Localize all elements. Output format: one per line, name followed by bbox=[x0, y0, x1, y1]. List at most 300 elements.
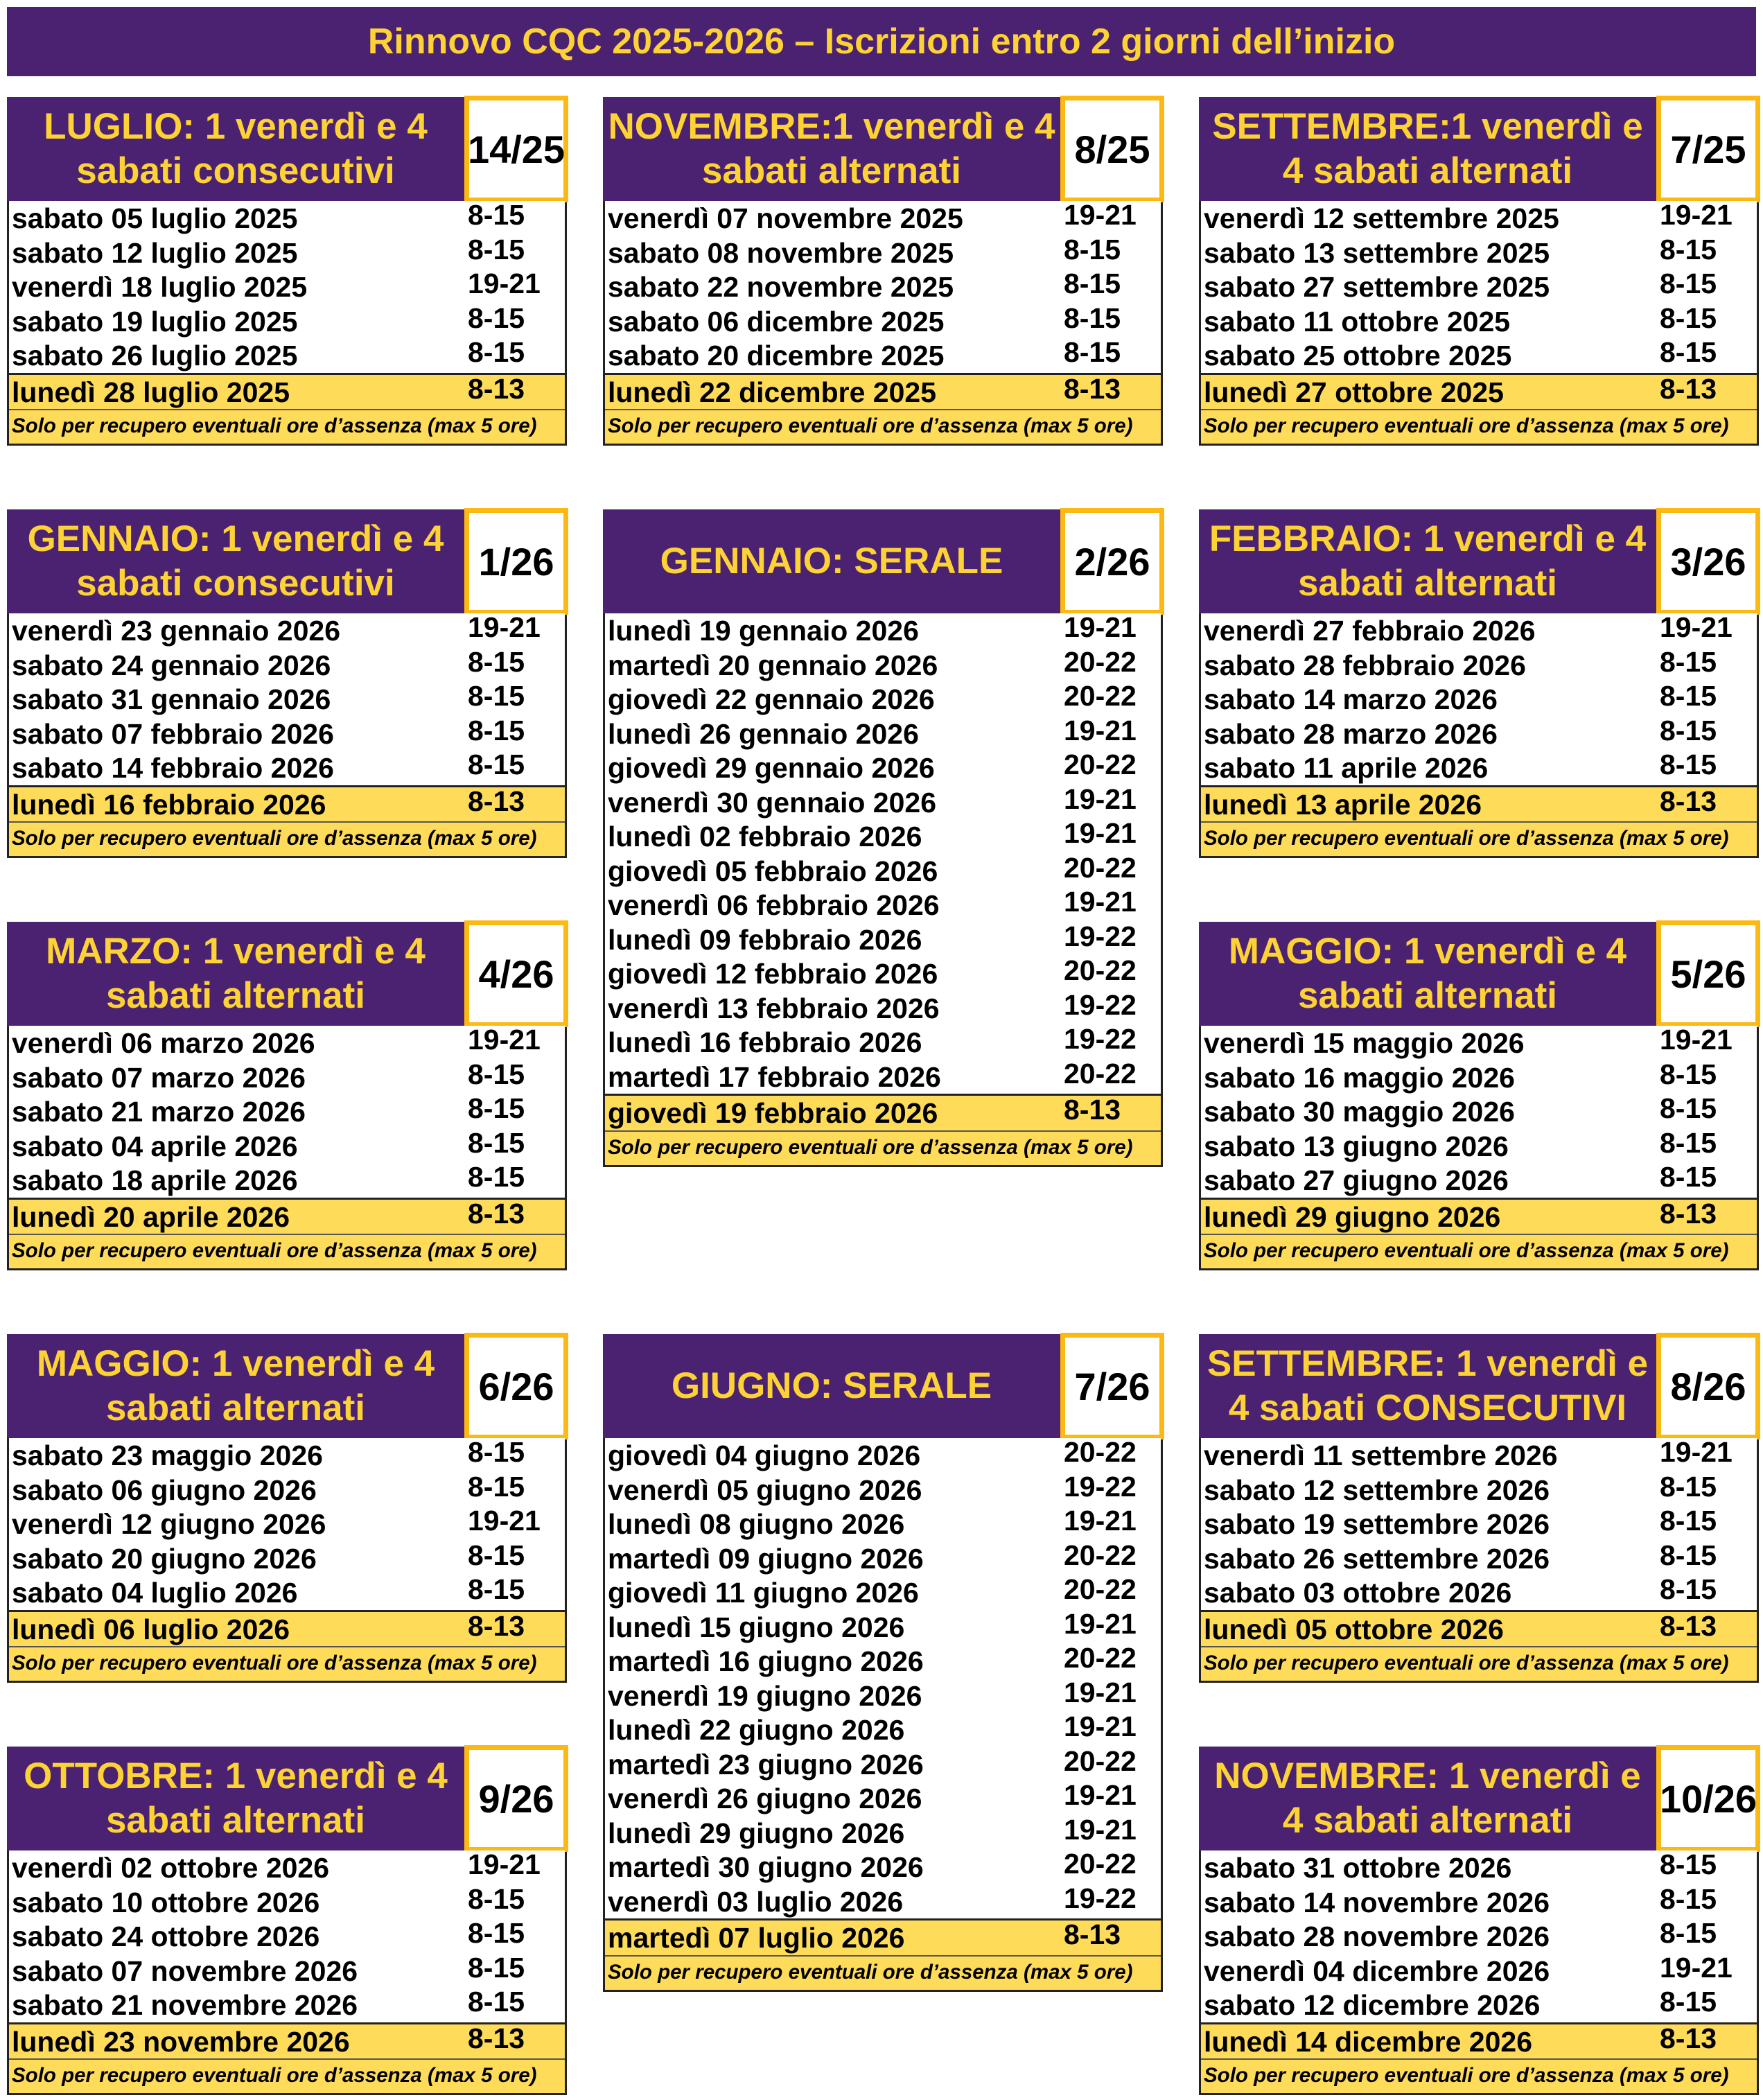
session-row bbox=[605, 233, 1161, 270]
session-time: 8-15 bbox=[468, 1539, 525, 1571]
session-row bbox=[605, 956, 1161, 991]
session-date: lunedì 19 gennaio 2026 bbox=[608, 615, 919, 647]
session-time: 8-15 bbox=[468, 1126, 525, 1159]
session-time: 19-21 bbox=[468, 611, 541, 643]
session-date: sabato 11 ottobre 2025 bbox=[1204, 305, 1511, 338]
final-session-time: 8-13 bbox=[1064, 1094, 1121, 1126]
session-row bbox=[1201, 645, 1757, 683]
session-date: lunedì 22 giugno 2026 bbox=[608, 1714, 905, 1746]
course-header bbox=[1199, 1747, 1759, 1850]
course-card bbox=[7, 922, 567, 1270]
final-session-time: 8-13 bbox=[1064, 1918, 1121, 1950]
session-date: sabato 12 settembre 2026 bbox=[1204, 1473, 1550, 1506]
course-card bbox=[7, 509, 567, 858]
course-title: MAGGIO: 1 venerdì e 4 sabati alternati bbox=[7, 1334, 464, 1438]
session-row bbox=[605, 1438, 1161, 1473]
recovery-note: Solo per recupero eventuali ore d’assenza (max 5 ore) bbox=[1201, 2058, 1757, 2093]
course-card bbox=[603, 509, 1163, 1167]
session-row bbox=[605, 1541, 1161, 1576]
session-time: 20-22 bbox=[1064, 1436, 1137, 1468]
session-row bbox=[9, 682, 565, 717]
recovery-note: Solo per recupero eventuali ore d’assenza (max 5 ore) bbox=[9, 821, 565, 856]
session-date: giovedì 12 febbraio 2026 bbox=[608, 958, 938, 990]
course-title: NOVEMBRE: 1 venerdì e 4 sabati alternati bbox=[1199, 1747, 1656, 1850]
final-session-time: 8-13 bbox=[468, 1609, 525, 1642]
course-code: 3/26 bbox=[1656, 508, 1760, 615]
course-title: MAGGIO: 1 venerdì e 4 sabati alternati bbox=[1199, 922, 1656, 1026]
session-row bbox=[605, 682, 1161, 717]
session-date: giovedì 11 giugno 2026 bbox=[608, 1577, 919, 1609]
session-date: sabato 03 ottobre 2026 bbox=[1204, 1577, 1512, 1609]
course-title: SETTEMBRE:1 venerdì e 4 sabati alternati bbox=[1199, 97, 1656, 201]
final-session-time: 8-13 bbox=[1660, 785, 1717, 817]
session-row bbox=[1201, 1026, 1757, 1060]
session-row bbox=[9, 1507, 565, 1541]
session-time: 19-21 bbox=[1660, 1024, 1733, 1056]
session-time: 19-21 bbox=[1660, 611, 1733, 643]
session-row bbox=[1201, 1438, 1757, 1473]
session-row bbox=[605, 1744, 1161, 1782]
session-time: 8-15 bbox=[1660, 301, 1717, 334]
session-row bbox=[605, 270, 1161, 304]
course-title: GENNAIO: 1 venerdì e 4 sabati consecutivi bbox=[7, 509, 464, 613]
session-row bbox=[9, 1575, 565, 1610]
session-row bbox=[605, 782, 1161, 820]
session-time: 8-15 bbox=[468, 233, 525, 265]
session-date: martedì 09 giugno 2026 bbox=[608, 1542, 924, 1575]
session-row bbox=[605, 819, 1161, 854]
course-header bbox=[1199, 922, 1759, 1026]
session-time: 20-22 bbox=[1064, 851, 1137, 884]
session-row bbox=[1201, 1882, 1757, 1920]
final-session-date: lunedì 16 febbraio 2026 bbox=[12, 788, 326, 821]
course-title: LUGLIO: 1 venerdì e 4 sabati consecutivi bbox=[7, 97, 464, 201]
session-time: 8-15 bbox=[468, 336, 525, 368]
session-time: 8-15 bbox=[1660, 680, 1717, 712]
session-row bbox=[1201, 301, 1757, 339]
course-header bbox=[1199, 1334, 1759, 1438]
session-time: 19-21 bbox=[1064, 611, 1137, 643]
session-date: venerdì 12 settembre 2025 bbox=[1204, 202, 1559, 234]
session-time: 20-22 bbox=[1064, 1642, 1137, 1674]
session-date: venerdì 11 settembre 2026 bbox=[1204, 1440, 1558, 1471]
course-code: 10/26 bbox=[1656, 1745, 1760, 1852]
session-date: sabato 12 luglio 2025 bbox=[12, 236, 298, 269]
session-row bbox=[605, 1644, 1161, 1679]
session-time: 8-15 bbox=[468, 1470, 525, 1503]
session-row bbox=[1201, 1126, 1757, 1164]
session-row bbox=[9, 1094, 565, 1129]
session-row bbox=[9, 1470, 565, 1507]
session-time: 8-15 bbox=[1660, 645, 1717, 678]
session-time: 20-22 bbox=[1064, 1539, 1137, 1571]
session-time: 8-15 bbox=[1660, 1917, 1717, 1949]
session-date: sabato 14 marzo 2026 bbox=[1204, 683, 1498, 715]
session-row bbox=[9, 1163, 565, 1198]
recovery-note: Solo per recupero eventuali ore d’assenza (max 5 ore) bbox=[1201, 821, 1757, 856]
session-row bbox=[1201, 613, 1757, 648]
session-table bbox=[1199, 1438, 1759, 1683]
final-session-date: lunedì 28 luglio 2025 bbox=[12, 376, 290, 408]
session-date: sabato 08 novembre 2025 bbox=[608, 236, 954, 269]
session-time: 19-21 bbox=[1660, 1436, 1733, 1468]
course-header bbox=[603, 509, 1163, 613]
session-row bbox=[1201, 201, 1757, 236]
session-time: 8-15 bbox=[1064, 336, 1121, 368]
session-date: sabato 10 ottobre 2026 bbox=[12, 1886, 320, 1918]
session-time: 8-15 bbox=[1660, 268, 1717, 299]
final-session-date: lunedì 13 aprile 2026 bbox=[1204, 788, 1482, 821]
session-row bbox=[1201, 233, 1757, 270]
session-time: 8-15 bbox=[1064, 301, 1121, 334]
session-date: venerdì 18 luglio 2025 bbox=[12, 271, 308, 303]
session-time: 8-15 bbox=[468, 1161, 525, 1193]
final-session-row bbox=[1201, 1610, 1757, 1647]
session-row bbox=[605, 338, 1161, 373]
recovery-note: Solo per recupero eventuali ore d’assenza (max 5 ore) bbox=[1201, 1234, 1757, 1268]
session-time: 19-21 bbox=[1064, 714, 1137, 746]
session-time: 8-15 bbox=[468, 749, 525, 780]
session-date: sabato 21 marzo 2026 bbox=[12, 1096, 306, 1128]
session-time: 19-21 bbox=[1064, 1813, 1137, 1846]
course-header bbox=[1199, 509, 1759, 613]
session-time: 20-22 bbox=[1064, 1573, 1137, 1605]
session-date: martedì 23 giugno 2026 bbox=[608, 1748, 924, 1780]
final-session-date: martedì 07 luglio 2026 bbox=[608, 1922, 905, 1954]
session-row bbox=[605, 1813, 1161, 1850]
session-time: 8-15 bbox=[468, 714, 525, 746]
session-row bbox=[1201, 682, 1757, 717]
session-row bbox=[1201, 1094, 1757, 1129]
course-header bbox=[7, 97, 567, 201]
session-table bbox=[1199, 1026, 1759, 1270]
session-time: 8-15 bbox=[468, 301, 525, 334]
session-date: venerdì 03 luglio 2026 bbox=[608, 1885, 904, 1918]
session-time: 8-15 bbox=[468, 645, 525, 678]
session-time: 8-15 bbox=[1660, 233, 1717, 265]
session-date: sabato 20 giugno 2026 bbox=[12, 1542, 317, 1575]
session-date: giovedì 05 febbraio 2026 bbox=[608, 855, 938, 887]
final-session-row bbox=[605, 1094, 1161, 1130]
session-row bbox=[605, 1575, 1161, 1610]
session-row bbox=[9, 1988, 565, 2022]
final-session-date: lunedì 23 novembre 2026 bbox=[12, 2025, 350, 2058]
session-table bbox=[603, 1438, 1163, 1992]
final-session-row bbox=[9, 2022, 565, 2059]
session-row bbox=[1201, 270, 1757, 304]
session-row bbox=[9, 301, 565, 339]
session-row bbox=[1201, 1060, 1757, 1095]
session-row bbox=[9, 714, 565, 751]
final-session-date: lunedì 20 aprile 2026 bbox=[12, 1200, 290, 1233]
course-card bbox=[7, 1334, 567, 1683]
session-time: 8-15 bbox=[1660, 714, 1717, 746]
session-date: sabato 21 novembre 2026 bbox=[12, 1989, 358, 2021]
session-row bbox=[9, 1060, 565, 1095]
final-session-time: 8-13 bbox=[468, 372, 525, 405]
session-time: 8-15 bbox=[1660, 1573, 1717, 1605]
session-time: 8-15 bbox=[1660, 1126, 1717, 1159]
session-time: 8-15 bbox=[468, 680, 525, 712]
course-code: 9/26 bbox=[464, 1745, 568, 1852]
session-time: 8-15 bbox=[1660, 1505, 1717, 1537]
session-time: 19-21 bbox=[1064, 1779, 1137, 1811]
course-title: MARZO: 1 venerdì e 4 sabati alternati bbox=[7, 922, 464, 1026]
course-header bbox=[1199, 97, 1759, 201]
session-date: venerdì 07 novembre 2025 bbox=[608, 202, 963, 234]
recovery-note: Solo per recupero eventuali ore d’assenza (max 5 ore) bbox=[9, 1646, 565, 1681]
final-session-row bbox=[605, 373, 1161, 410]
session-date: sabato 24 gennaio 2026 bbox=[12, 649, 331, 681]
session-date: venerdì 15 maggio 2026 bbox=[1204, 1027, 1525, 1059]
session-row bbox=[605, 1676, 1161, 1713]
session-date: venerdì 06 febbraio 2026 bbox=[608, 889, 940, 921]
session-time: 8-15 bbox=[468, 199, 525, 231]
session-date: sabato 05 luglio 2025 bbox=[12, 202, 298, 234]
course-card bbox=[7, 97, 567, 446]
course-title: SETTEMBRE: 1 venerdì e 4 sabati CONSECUTIVI bbox=[1199, 1334, 1656, 1438]
session-time: 20-22 bbox=[1064, 680, 1137, 712]
course-card bbox=[603, 97, 1163, 446]
session-row bbox=[605, 922, 1161, 957]
session-row bbox=[9, 645, 565, 683]
session-row bbox=[605, 201, 1161, 236]
session-time: 8-15 bbox=[1660, 749, 1717, 780]
course-header bbox=[7, 1334, 567, 1438]
course-code: 2/26 bbox=[1060, 508, 1164, 615]
final-session-row bbox=[1201, 1198, 1757, 1234]
session-time: 19-21 bbox=[1660, 1951, 1733, 1984]
session-date: sabato 06 dicembre 2025 bbox=[608, 305, 945, 338]
session-date: sabato 28 febbraio 2026 bbox=[1204, 649, 1526, 681]
session-table bbox=[7, 613, 567, 858]
recovery-note: Solo per recupero eventuali ore d’assenza (max 5 ore) bbox=[605, 1130, 1161, 1165]
session-table bbox=[1199, 1850, 1759, 2095]
session-row bbox=[9, 1541, 565, 1576]
course-card bbox=[1199, 922, 1759, 1270]
session-time: 19-21 bbox=[468, 1505, 541, 1537]
course-title: FEBBRAIO: 1 venerdì e 4 sabati alternati bbox=[1199, 509, 1656, 613]
final-session-row bbox=[1201, 373, 1757, 410]
session-table bbox=[1199, 201, 1759, 446]
course-code: 7/25 bbox=[1656, 96, 1760, 202]
session-row bbox=[1201, 1988, 1757, 2022]
session-table bbox=[7, 201, 567, 446]
session-date: sabato 07 novembre 2026 bbox=[12, 1954, 358, 1987]
session-time: 20-22 bbox=[1064, 1744, 1137, 1777]
page-title-banner bbox=[7, 7, 1756, 76]
final-session-time: 8-13 bbox=[1660, 372, 1717, 405]
session-row bbox=[605, 1710, 1161, 1747]
session-time: 19-21 bbox=[1064, 1607, 1137, 1640]
session-row bbox=[1201, 1575, 1757, 1610]
session-row bbox=[605, 1057, 1161, 1094]
session-time: 19-21 bbox=[1064, 886, 1137, 918]
course-header bbox=[7, 922, 567, 1026]
session-time: 19-22 bbox=[1064, 920, 1137, 952]
final-session-row bbox=[1201, 785, 1757, 822]
course-code: 14/25 bbox=[464, 96, 568, 202]
final-session-row bbox=[9, 1198, 565, 1234]
session-row bbox=[9, 613, 565, 648]
session-time: 19-21 bbox=[1064, 199, 1137, 231]
session-time: 20-22 bbox=[1064, 749, 1137, 780]
session-row bbox=[1201, 1541, 1757, 1576]
final-session-date: lunedì 27 ottobre 2025 bbox=[1204, 376, 1504, 408]
final-session-row bbox=[9, 373, 565, 410]
session-row bbox=[605, 888, 1161, 922]
course-card bbox=[7, 1747, 567, 2095]
session-date: venerdì 19 giugno 2026 bbox=[608, 1679, 922, 1712]
course-code: 8/26 bbox=[1656, 1333, 1760, 1440]
session-row bbox=[9, 338, 565, 373]
session-time: 19-21 bbox=[1064, 1676, 1137, 1708]
final-session-time: 8-13 bbox=[468, 1197, 525, 1230]
session-date: venerdì 05 giugno 2026 bbox=[608, 1473, 922, 1506]
session-date: sabato 28 novembre 2026 bbox=[1204, 1920, 1550, 1952]
course-code: 1/26 bbox=[464, 508, 568, 615]
session-row bbox=[9, 1919, 565, 1954]
session-date: sabato 11 aprile 2026 bbox=[1204, 752, 1489, 784]
session-date: sabato 26 settembre 2026 bbox=[1204, 1542, 1550, 1575]
session-row bbox=[9, 201, 565, 236]
session-date: venerdì 06 marzo 2026 bbox=[12, 1027, 315, 1059]
session-time: 19-21 bbox=[1660, 199, 1733, 231]
session-row bbox=[1201, 714, 1757, 751]
session-date: giovedì 04 giugno 2026 bbox=[608, 1440, 921, 1471]
session-time: 8-15 bbox=[468, 1573, 525, 1605]
session-table bbox=[603, 613, 1163, 1167]
course-header bbox=[603, 1334, 1163, 1438]
final-session-date: lunedì 22 dicembre 2025 bbox=[608, 376, 937, 408]
final-session-time: 8-13 bbox=[1064, 372, 1121, 405]
session-row bbox=[605, 988, 1161, 1026]
session-row bbox=[1201, 1163, 1757, 1198]
session-date: lunedì 15 giugno 2026 bbox=[608, 1611, 905, 1643]
session-date: sabato 14 novembre 2026 bbox=[1204, 1886, 1550, 1918]
session-date: martedì 17 febbraio 2026 bbox=[608, 1060, 941, 1093]
final-session-time: 8-13 bbox=[1660, 1197, 1717, 1230]
session-time: 19-21 bbox=[468, 268, 541, 299]
course-header bbox=[7, 509, 567, 613]
session-time: 20-22 bbox=[1064, 645, 1137, 678]
session-date: sabato 19 settembre 2026 bbox=[1204, 1508, 1550, 1540]
session-row bbox=[9, 270, 565, 304]
final-session-date: lunedì 29 giugno 2026 bbox=[1204, 1200, 1501, 1233]
session-date: lunedì 02 febbraio 2026 bbox=[608, 821, 922, 852]
session-time: 20-22 bbox=[1064, 1057, 1137, 1090]
session-date: venerdì 27 febbraio 2026 bbox=[1204, 615, 1536, 647]
session-time: 8-15 bbox=[1064, 233, 1121, 265]
session-date: martedì 30 giugno 2026 bbox=[608, 1851, 924, 1883]
session-row bbox=[9, 1951, 565, 1988]
session-time: 19-21 bbox=[1064, 817, 1137, 849]
course-card bbox=[1199, 509, 1759, 858]
session-row bbox=[605, 301, 1161, 339]
page-title: Rinnovo CQC 2025-2026 – Iscrizioni entro 2 giorni dell’inizio bbox=[367, 21, 1396, 62]
session-row bbox=[9, 1882, 565, 1920]
session-date: lunedì 16 febbraio 2026 bbox=[608, 1026, 922, 1058]
session-time: 8-15 bbox=[468, 1917, 525, 1949]
session-date: venerdì 04 dicembre 2026 bbox=[1204, 1954, 1550, 1987]
course-code: 4/26 bbox=[464, 920, 568, 1027]
session-date: sabato 19 luglio 2025 bbox=[12, 305, 298, 338]
course-code: 7/26 bbox=[1060, 1333, 1164, 1440]
session-date: venerdì 12 giugno 2026 bbox=[12, 1508, 326, 1540]
session-date: venerdì 23 gennaio 2026 bbox=[12, 615, 341, 647]
session-date: sabato 26 luglio 2025 bbox=[12, 340, 298, 371]
session-time: 8-15 bbox=[1660, 1092, 1717, 1124]
course-title: GENNAIO: SERALE bbox=[603, 509, 1060, 613]
session-date: sabato 07 febbraio 2026 bbox=[12, 717, 334, 750]
session-date: venerdì 13 febbraio 2026 bbox=[608, 992, 940, 1024]
session-time: 19-21 bbox=[468, 1024, 541, 1056]
session-row bbox=[605, 1607, 1161, 1645]
final-session-date: lunedì 06 luglio 2026 bbox=[12, 1613, 290, 1645]
course-card bbox=[1199, 1334, 1759, 1683]
course-code: 8/25 bbox=[1060, 96, 1164, 202]
session-time: 8-15 bbox=[468, 1092, 525, 1124]
session-time: 19-21 bbox=[1064, 782, 1137, 815]
session-time: 19-21 bbox=[1064, 1505, 1137, 1537]
session-table bbox=[7, 1850, 567, 2095]
final-session-row bbox=[9, 785, 565, 822]
recovery-note: Solo per recupero eventuali ore d’assenza (max 5 ore) bbox=[1201, 409, 1757, 444]
recovery-note: Solo per recupero eventuali ore d’assenza (max 5 ore) bbox=[605, 1955, 1161, 1990]
session-row bbox=[9, 1850, 565, 1885]
session-row bbox=[1201, 1850, 1757, 1885]
final-session-time: 8-13 bbox=[468, 785, 525, 817]
recovery-note: Solo per recupero eventuali ore d’assenza (max 5 ore) bbox=[605, 409, 1161, 444]
session-row bbox=[9, 751, 565, 785]
final-session-row bbox=[1201, 2022, 1757, 2059]
session-date: lunedì 08 giugno 2026 bbox=[608, 1508, 905, 1540]
session-time: 8-15 bbox=[468, 1951, 525, 1984]
session-time: 8-15 bbox=[1064, 268, 1121, 299]
course-code: 5/26 bbox=[1656, 920, 1760, 1027]
session-row bbox=[605, 1850, 1161, 1884]
session-table bbox=[1199, 613, 1759, 858]
final-session-date: giovedì 19 febbraio 2026 bbox=[608, 1097, 938, 1129]
course-card bbox=[1199, 1747, 1759, 2095]
session-date: sabato 20 dicembre 2025 bbox=[608, 340, 945, 371]
session-time: 8-15 bbox=[1660, 1058, 1717, 1090]
session-date: venerdì 30 gennaio 2026 bbox=[608, 786, 937, 819]
session-row bbox=[1201, 1951, 1757, 1988]
session-date: sabato 31 gennaio 2026 bbox=[12, 683, 331, 715]
session-row bbox=[605, 751, 1161, 785]
session-row bbox=[1201, 1507, 1757, 1541]
session-time: 19-21 bbox=[468, 1848, 541, 1880]
session-row bbox=[1201, 751, 1757, 785]
session-time: 19-22 bbox=[1064, 1470, 1137, 1503]
session-time: 8-15 bbox=[468, 1058, 525, 1090]
session-row bbox=[605, 1507, 1161, 1541]
session-date: venerdì 02 ottobre 2026 bbox=[12, 1852, 330, 1884]
session-time: 20-22 bbox=[1064, 1848, 1137, 1880]
session-date: sabato 06 giugno 2026 bbox=[12, 1473, 317, 1506]
session-date: sabato 04 aprile 2026 bbox=[12, 1130, 298, 1162]
session-table bbox=[7, 1438, 567, 1683]
session-row bbox=[9, 1026, 565, 1060]
final-session-date: lunedì 05 ottobre 2026 bbox=[1204, 1613, 1504, 1645]
session-date: sabato 16 maggio 2026 bbox=[1204, 1061, 1515, 1094]
session-date: sabato 27 settembre 2025 bbox=[1204, 271, 1550, 303]
session-date: sabato 13 giugno 2026 bbox=[1204, 1130, 1509, 1162]
session-row bbox=[605, 714, 1161, 751]
recovery-note: Solo per recupero eventuali ore d’assenza (max 5 ore) bbox=[9, 409, 565, 444]
session-row bbox=[605, 613, 1161, 648]
